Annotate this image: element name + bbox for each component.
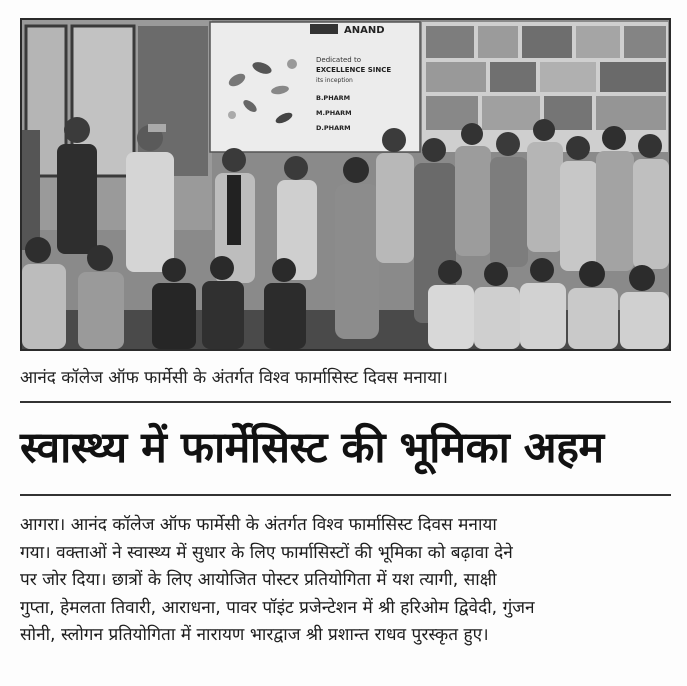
photo-caption: आनंद कॉलेज ऑफ फार्मेसी के अंतर्गत विश्व फार्मासिस्ट दिवस मनाया।: [20, 368, 448, 388]
banner-course-1: B.PHARM: [316, 94, 351, 102]
body-line: पर जोर दिया। छात्रों के लिए आयोजित पोस्टर प्रतियोगिता में यश त्यागी, साक्षी: [20, 570, 497, 591]
banner-course-2: M.PHARM: [316, 109, 352, 117]
body-line: सोनी, स्लोगन प्रतियोगिता में नारायण भारद्वाज श्री प्रशान्त राधव पुरस्कृत हुए।: [20, 625, 489, 646]
banner-tagline-2: EXCELLENCE SINCE: [316, 66, 392, 74]
divider-bottom: [20, 494, 671, 496]
headline: स्वास्थ्य में फार्मेसिस्ट की भूमिका अहम: [20, 423, 604, 473]
body-line: गुप्ता, हेमलता तिवारी, आराधना, पावर पॉइंट प्रजेन्टेशन में श्री हरिओम द्विवेदी, गुंजन: [20, 597, 535, 618]
group-photo: [20, 18, 671, 351]
divider-top: [20, 401, 671, 403]
banner-tagline-1: Dedicated to: [316, 56, 361, 64]
banner-course-3: D.PHARM: [316, 124, 351, 132]
banner-brand: ANAND: [344, 25, 385, 36]
banner-tagline-3: its inception: [316, 77, 353, 84]
article-body: [20, 512, 668, 650]
body-line: गया। वक्ताओं ने स्वास्थ्य में सुधार के लिए फार्मासिस्टों की भूमिका को बढ़ावा देने: [20, 542, 513, 563]
body-line: आगरा। आनंद कॉलेज ऑफ फार्मेसी के अंतर्गत विश्व फार्मासिस्ट दिवस मनाया: [20, 515, 497, 535]
